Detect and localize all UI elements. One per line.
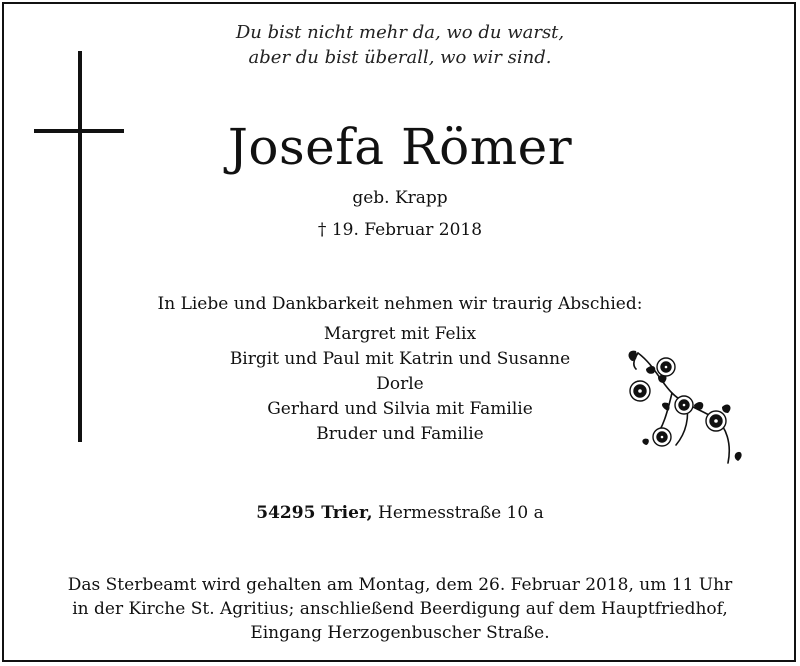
address [0, 501, 800, 525]
farewell-intro: In Liebe und Dankbarkeit nehmen wir traurig Abschied: [157, 294, 643, 314]
mourner-item: Bruder und Familie [316, 424, 484, 444]
death-date-line [0, 218, 800, 242]
death-cross-symbol: † [317, 220, 327, 240]
service-line-1: Das Sterbeamt wird gehalten am Montag, dem 26. Februar 2018, um 11 Uhr [67, 575, 733, 595]
service-line-3: Eingang Herzogenbuscher Straße. [250, 623, 550, 643]
mourner-item: Birgit und Paul mit Katrin und Susanne [229, 349, 571, 369]
quote-line-1: Du bist nicht mehr da, wo du warst, [235, 22, 565, 43]
death-date: 19. Februar 2018 [331, 220, 483, 240]
quote [0, 20, 800, 70]
service-line-2: in der Kirche St. Agritius; anschließend Beerdigung auf dem Hauptfriedhof, [72, 599, 728, 619]
mourner-item: Dorle [376, 374, 424, 394]
mourner-item: Margret mit Felix [323, 324, 477, 344]
mourner-item: Gerhard und Silvia mit Familie [267, 399, 533, 419]
address-city: 54295 Trier, [256, 503, 373, 523]
maiden-name: geb. Krapp [352, 188, 448, 208]
deceased-name: Josefa Römer [227, 118, 573, 176]
quote-line-2: aber du bist überall, wo wir sind. [248, 47, 552, 68]
roses-icon [624, 347, 748, 471]
service-info [0, 573, 800, 645]
address-street: Hermesstraße 10 a [378, 503, 544, 523]
